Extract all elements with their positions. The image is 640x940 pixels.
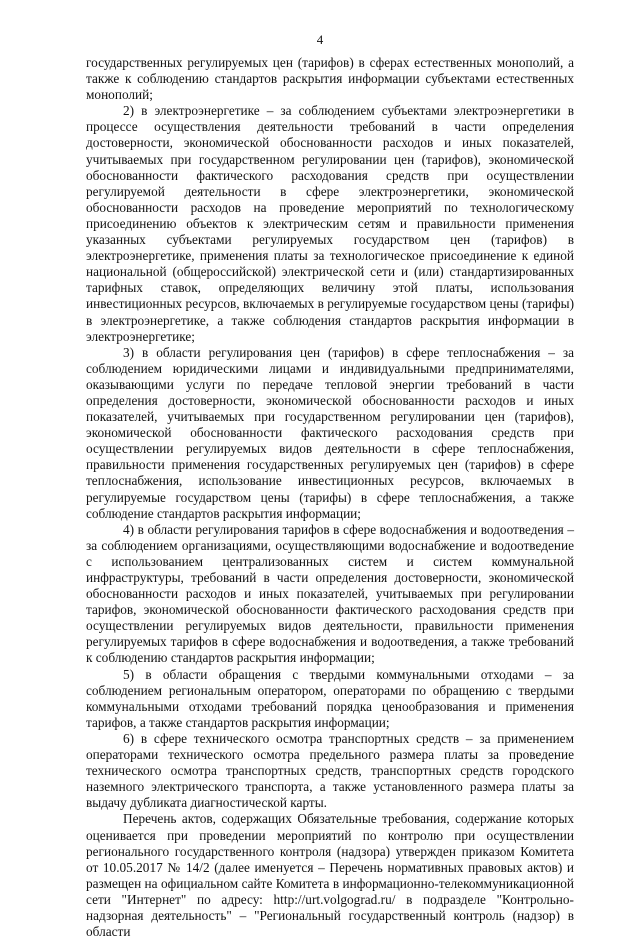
paragraph-continuation: государственных регулируемых цен (тарифов) в сферах естественных монополий, а также к соблюдению стандартов раскрытия информации субъектами естественных монополий;	[86, 55, 574, 103]
document-body	[86, 55, 574, 940]
paragraph-item-5-solid-waste: 5) в области обращения с твердыми коммунальными отходами – за соблюдением региональным оператором, операторами по обращению с твердыми коммунальными отходами требований порядка ценообразования и применения тарифов, а также стандартов раскрытия информации;	[86, 666, 574, 730]
paragraph-item-2-electroenergetics: 2) в электроэнергетике – за соблюдением субъектами электроэнергетики в процессе осуществления деятельности требований в части определения достоверности, экономической обоснованности расходов и иных показателей, учитываемых при государственном регулировании цен (тарифов), экономической обоснованности фактического расходования средств при осуществлении регулируемой деятельности в сфере электроэнергетики, экономической обоснованности расходов на проведение мероприятий по технологическому присоединению объектов к электрическим сетям и правильности применения указанных субъектами регулируемых государством цен (тарифов) в электроэнергетике, применения платы за технологическое присоединение к единой национальной (общероссийской) электрической сети и (или) стандартизированных тарифных ставок, определяющих величину этой платы, использования инвестиционных ресурсов, включаемых в регулируемые государством цены (тарифы) в электроэнергетике, а также соблюдения стандартов раскрытия информации в электроэнергетике;	[86, 103, 574, 344]
paragraph-acts-list: Перечень актов, содержащих Обязательные требования, содержание которых оценивается при проведении мероприятий по контролю при осуществлении регионального государственного контроля (надзора) утвержден приказом Комитета от 10.05.2017 № 14/2 (далее именуется – Перечень нормативных правовых актов) и размещен на официальном сайте Комитета в информационно-телекоммуникационной сети "Интернет" по адресу: http://urt.volgograd.ru/ в подразделе "Контрольно-надзорная деятельность" – "Региональный государственный контроль (надзор) в области	[86, 811, 574, 940]
paragraph-item-6-technical-inspection: 6) в сфере технического осмотра транспортных средств – за применением операторами технического осмотра предельного размера платы за проведение технического осмотра транспортных средств, транспортных средств городского наземного электрического транспорта, а также установленного размера платы за выдачу дубликата диагностической карты.	[86, 730, 574, 811]
paragraph-item-3-heat-supply: 3) в области регулирования цен (тарифов) в сфере теплоснабжения – за соблюдением юридическими лицами и индивидуальными предпринимателями, оказывающими услуги по передаче тепловой энергии требований в части определения достоверности, экономической обоснованности расходов и иных показателей, учитываемых при государственном регулировании цен (тарифов), экономической обоснованности фактического расходования средств при осуществлении регулируемых видов деятельности в сфере теплоснабжения, правильности применения государственных регулируемых цен (тарифов) в сфере теплоснабжения, использование инвестиционных ресурсов, включаемых в регулируемые государством цены (тарифы) в сфере теплоснабжения, а также соблюдение стандартов раскрытия информации;	[86, 344, 574, 521]
page-number: 4	[316, 32, 324, 47]
paragraph-item-4-water-supply: 4) в области регулирования тарифов в сфере водоснабжения и водоотведения – за соблюдением организациями, осуществляющими водоснабжение и водоотведение с использованием централизованных систем и систем коммунальной инфраструктуры, требований в части определения достоверности, экономической обоснованности расходов и иных показателей, учитываемых при регулировании тарифов, экономической обоснованности фактического расходования средств при осуществлении регулируемых видов деятельности, правильности применения регулируемых тарифов в сфере водоснабжения и водоотведения, а также требований к соблюдению стандартов раскрытия информации;	[86, 521, 574, 666]
